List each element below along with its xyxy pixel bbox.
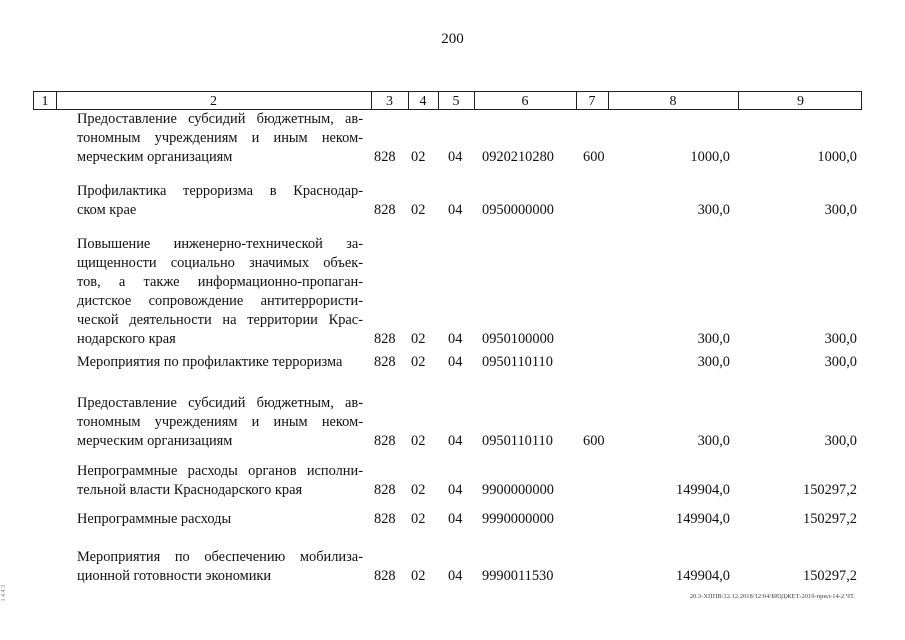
cell-col-9: 150297,2 [803,511,857,527]
cell-col-9: 300,0 [824,202,857,218]
row-name-line: Непрограммные расходы [77,511,232,527]
row-name-line: мерческим организациям [77,149,233,165]
cell-col-4: 02 [411,331,426,347]
cell-col-6: 0950000000 [482,202,554,218]
row-name [77,510,363,529]
row-name-line: ском крае [77,202,137,218]
cell-col-6: 0950110110 [482,354,553,370]
cell-col-3: 828 [374,568,396,584]
cell-col-3: 828 [374,202,396,218]
header-col-7: 7 [588,94,596,109]
table-header [33,91,862,110]
cell-col-8: 300,0 [697,433,730,449]
header-col-8: 8 [669,94,677,109]
cell-col-9: 300,0 [824,331,857,347]
cell-col-4: 02 [411,482,426,498]
cell-col-3: 828 [374,331,396,347]
cell-col-7: 600 [583,149,605,165]
row-name-line: тономным учреждениям и иным неком- [77,130,363,146]
cell-col-5: 04 [448,433,463,449]
row-name [77,182,363,220]
cell-col-3: 828 [374,354,396,370]
row-name-line: тельной власти Краснодарского края [77,482,303,498]
row-name-line: ционной готовности экономики [77,568,272,584]
cell-col-7: 600 [583,433,605,449]
row-name-line: Предоставление субсидий бюджетным, ав- [77,395,363,411]
cell-col-6: 0920210280 [482,149,554,165]
cell-col-5: 04 [448,202,463,218]
row-name [77,394,363,451]
cell-col-4: 02 [411,511,426,527]
cell-col-5: 04 [448,568,463,584]
cell-col-3: 828 [374,433,396,449]
cell-col-4: 02 [411,568,426,584]
cell-col-6: 0950110110 [482,433,553,449]
cell-col-8: 1000,0 [690,149,730,165]
cell-col-5: 04 [448,354,463,370]
cell-col-4: 02 [411,354,426,370]
row-name-line: Предоставление субсидий бюджетным, ав- [77,111,363,127]
cell-col-8: 300,0 [697,354,730,370]
cell-col-5: 04 [448,331,463,347]
cell-col-8: 149904,0 [676,568,730,584]
row-name [77,353,363,372]
header-col-2: 2 [210,94,217,109]
cell-col-9: 150297,2 [803,482,857,498]
row-name [77,548,363,586]
row-name-line: Мероприятия по профилактике терроризма [77,354,343,370]
cell-col-8: 300,0 [697,331,730,347]
row-name-line: Повышение инженерно-технической за- [77,236,363,252]
cell-col-4: 02 [411,202,426,218]
row-name-line: тономным учреждениям и иным неком- [77,414,363,430]
row-name-line: ческой деятельности на территории Крас- [77,312,363,328]
cell-col-9: 150297,2 [803,568,857,584]
row-name-line: Непрограммные расходы органов исполни- [77,463,363,479]
cell-col-5: 04 [448,511,463,527]
cell-col-6: 0950100000 [482,331,554,347]
row-name-line: мерческим организациям [77,433,233,449]
cell-col-8: 149904,0 [676,482,730,498]
row-name-line: Мероприятия по обеспечению мобилиза- [77,549,363,565]
cell-col-6: 9900000000 [482,482,554,498]
header-col-5: 5 [452,94,460,109]
row-name [77,462,363,500]
cell-col-3: 828 [374,149,396,165]
cell-col-3: 828 [374,511,396,527]
header-col-1: 1 [41,94,49,109]
row-name [77,235,363,349]
row-name-line: тов, а также информационно-пропаган- [77,274,363,290]
cell-col-8: 300,0 [697,202,730,218]
header-col-9: 9 [797,94,804,109]
header-col-4: 4 [419,94,427,109]
cell-col-5: 04 [448,149,463,165]
cell-col-4: 02 [411,149,426,165]
header-col-3: 3 [386,94,393,109]
cell-col-3: 828 [374,482,396,498]
cell-col-9: 300,0 [824,354,857,370]
cell-col-6: 9990011530 [482,568,554,584]
cell-col-9: 1000,0 [817,149,857,165]
row-name-line: Профилактика терроризма в Краснодар- [77,183,363,199]
margin-mark: 1 4 4 3 [1,585,7,602]
footer-code: 20.3-ХППВ/12.12.2018/12:04/БЮДЖЕТ-2019-прил-14-2 ЧТ. [689,593,855,600]
row-name [77,110,363,167]
cell-col-4: 02 [411,433,426,449]
cell-col-5: 04 [448,482,463,498]
row-name-line: нодарского края [77,331,176,347]
row-name-line: щищенности социально значимых объек- [77,255,363,271]
header-col-6: 6 [521,94,529,109]
cell-col-6: 9990000000 [482,511,554,527]
row-name-line: дистское сопровождение антитеррористи- [77,293,363,309]
page-number: 200 [441,31,464,47]
cell-col-8: 149904,0 [676,511,730,527]
cell-col-9: 300,0 [824,433,857,449]
